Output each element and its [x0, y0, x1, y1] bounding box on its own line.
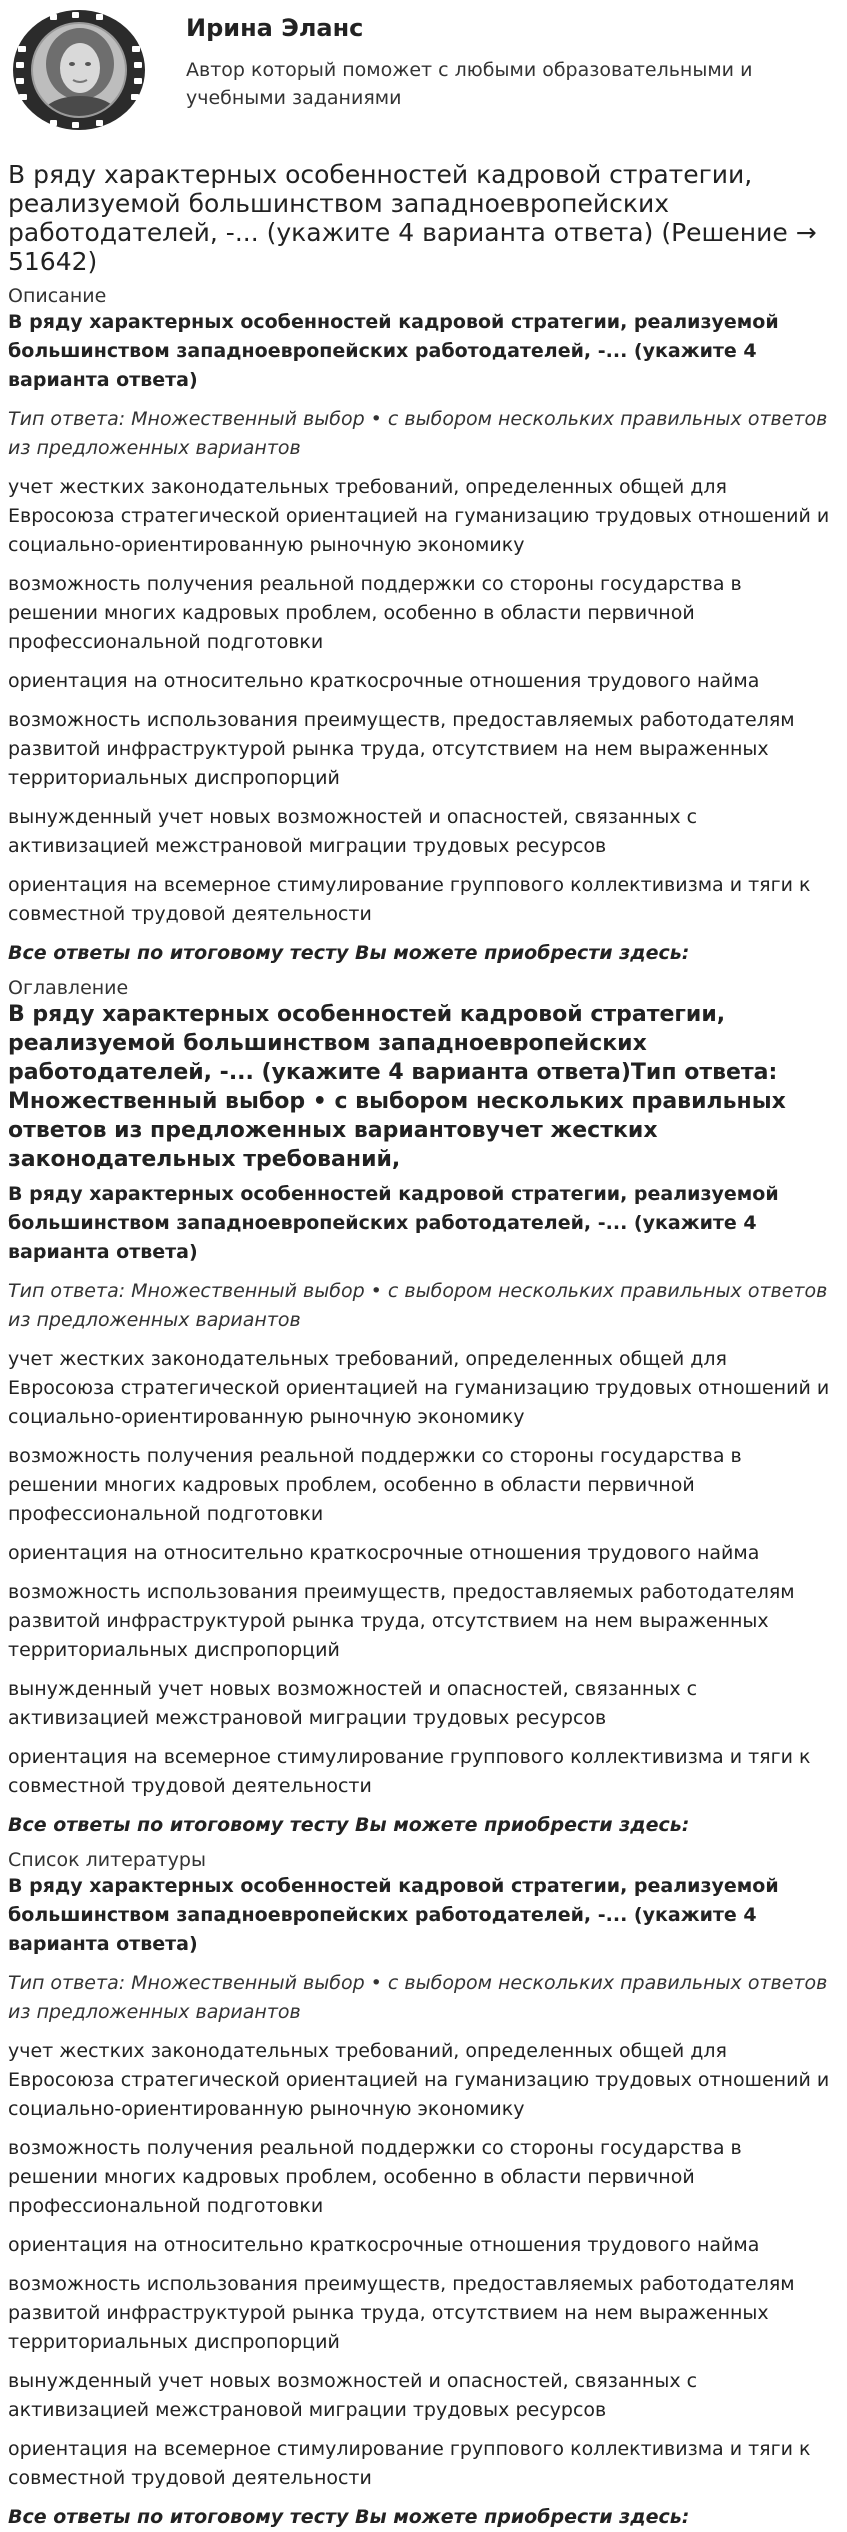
question-text: В ряду характерных особенностей кадровой стратегии, реализуемой большинством западноевропейских работодателей, -... (укажите 4 варианта ответа)	[8, 1875, 779, 1955]
answer-option: вынужденный учет новых возможностей и опасностей, связанных с активизацией межстрановой миграции трудовых ресурсов	[8, 1678, 698, 1729]
description-section	[8, 284, 835, 968]
author-avatar[interactable]	[10, 6, 148, 134]
toc-section	[8, 976, 835, 1840]
buy-answers-text: Все ответы по итоговому тесту Вы можете приобрести здесь:	[8, 942, 690, 964]
answer-option: возможность получения реальной поддержки со стороны государства в решении многих кадровых проблем, особенно в области первичной профессиональной подготовки	[8, 2137, 742, 2217]
answer-option: ориентация на всемерное стимулирование группового коллективизма и тяги к совместной трудовой деятельности	[8, 2438, 811, 2489]
page-title: В ряду характерных особенностей кадровой стратегии, реализуемой большинством западноевропейских работодателей, -... (укажите 4 варианта ответа) (Решение → 51642)	[8, 160, 817, 276]
section-label-literature: Список литературы	[8, 1849, 206, 1871]
literature-section	[8, 1848, 835, 2532]
answer-option: учет жестких законодательных требований, определенных общей для Евросоюза стратегической ориентацией на гуманизацию трудовых отношений и социально-ориентированную рыночную экономику	[8, 476, 830, 556]
answer-option: ориентация на относительно краткосрочные отношения трудового найма	[8, 670, 760, 692]
answer-option: вынужденный учет новых возможностей и опасностей, связанных с активизацией межстрановой миграции трудовых ресурсов	[8, 2370, 698, 2421]
author-description: Автор который поможет с любыми образовательными и учебными заданиями	[186, 59, 753, 109]
buy-answers-text: Все ответы по итоговому тесту Вы можете приобрести здесь:	[8, 2506, 690, 2528]
answer-option: возможность использования преимуществ, предоставляемых работодателям развитой инфраструктурой рынка труда, отсутствием на нем выраженных территориальных диспропорций	[8, 1581, 795, 1661]
answer-option: вынужденный учет новых возможностей и опасностей, связанных с активизацией межстрановой миграции трудовых ресурсов	[8, 806, 698, 857]
section-label-toc: Оглавление	[8, 977, 129, 999]
answer-option: ориентация на относительно краткосрочные отношения трудового найма	[8, 1542, 760, 1564]
answer-option: ориентация на всемерное стимулирование группового коллективизма и тяги к совместной трудовой деятельности	[8, 1746, 811, 1797]
answer-option: ориентация на всемерное стимулирование группового коллективизма и тяги к совместной трудовой деятельности	[8, 874, 811, 925]
answer-type: Тип ответа: Множественный выбор • с выбором нескольких правильных ответов из предложенных вариантов	[8, 1972, 828, 2023]
answer-type: Тип ответа: Множественный выбор • с выбором нескольких правильных ответов из предложенных вариантов	[8, 408, 828, 459]
author-name[interactable]: Ирина Эланс	[186, 14, 364, 42]
answer-option: учет жестких законодательных требований, определенных общей для Евросоюза стратегической ориентацией на гуманизацию трудовых отношений и социально-ориентированную рыночную экономику	[8, 2040, 830, 2120]
buy-answers-text: Все ответы по итоговому тесту Вы можете приобрести здесь:	[8, 1814, 690, 1836]
section-label-description: Описание	[8, 285, 107, 307]
author-card	[8, 0, 835, 146]
question-text: В ряду характерных особенностей кадровой стратегии, реализуемой большинством западноевропейских работодателей, -... (укажите 4 варианта ответа)	[8, 311, 779, 391]
answer-option: возможность получения реальной поддержки со стороны государства в решении многих кадровых проблем, особенно в области первичной профессиональной подготовки	[8, 573, 742, 653]
answer-option: возможность использования преимуществ, предоставляемых работодателям развитой инфраструктурой рынка труда, отсутствием на нем выраженных территориальных диспропорций	[8, 2273, 795, 2353]
toc-heading: В ряду характерных особенностей кадровой стратегии, реализуемой большинством западноевропейских работодателей, -... (укажите 4 варианта ответа)Тип ответа: Множественный выбор • с выбором нескольких правильных ответов из предложенных вариантовучет жестких законодательных требований,	[8, 1002, 786, 1172]
answer-option: учет жестких законодательных требований, определенных общей для Евросоюза стратегической ориентацией на гуманизацию трудовых отношений и социально-ориентированную рыночную экономику	[8, 1348, 830, 1428]
answer-option: возможность получения реальной поддержки со стороны государства в решении многих кадровых проблем, особенно в области первичной профессиональной подготовки	[8, 1445, 742, 1525]
question-text: В ряду характерных особенностей кадровой стратегии, реализуемой большинством западноевропейских работодателей, -... (укажите 4 варианта ответа)	[8, 1183, 779, 1263]
answer-type: Тип ответа: Множественный выбор • с выбором нескольких правильных ответов из предложенных вариантов	[8, 1280, 828, 1331]
answer-option: ориентация на относительно краткосрочные отношения трудового найма	[8, 2234, 760, 2256]
author-info	[186, 6, 835, 112]
answer-option: возможность использования преимуществ, предоставляемых работодателям развитой инфраструктурой рынка труда, отсутствием на нем выраженных территориальных диспропорций	[8, 709, 795, 789]
